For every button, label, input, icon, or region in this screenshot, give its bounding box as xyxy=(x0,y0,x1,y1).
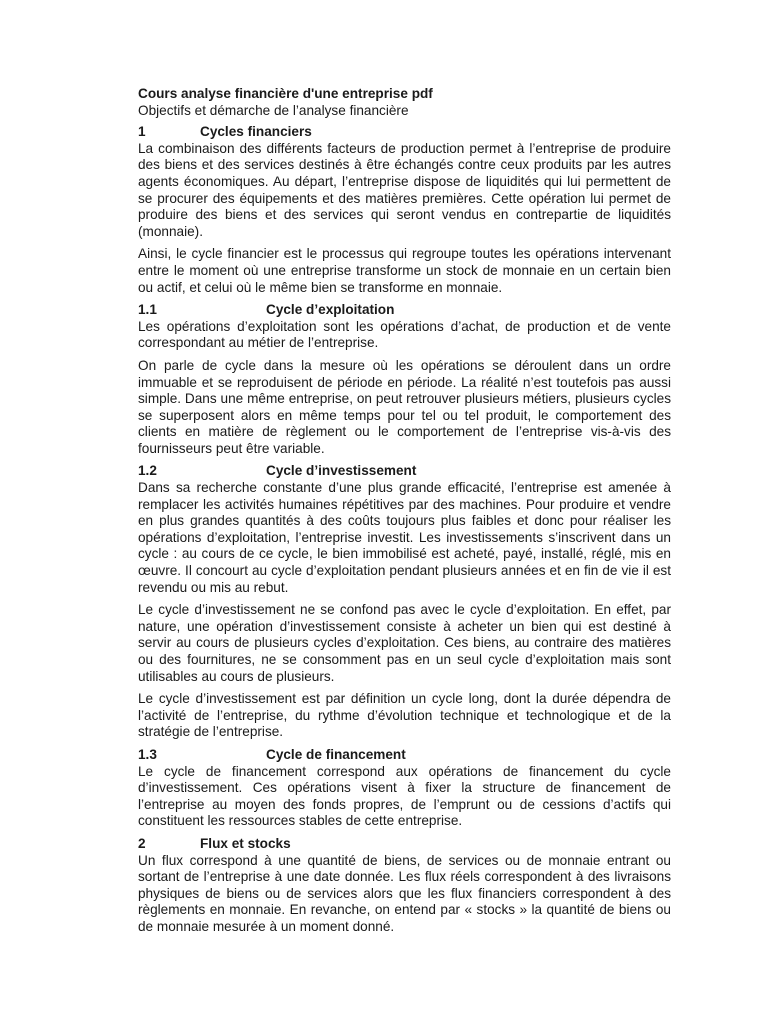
paragraph: Le cycle d’investissement ne se confond pas avec le cycle d’exploitation. En effet, par nature, une opération d’investissement consiste à acheter un bien qui est destiné à servir au cours de plusieurs cycles d’exploitation. Ces biens, au contraire des matières ou des fournitures, ne se consomment pas en un seul cycle d’exploitation mais sont utilisables au cours de plusieurs. xyxy=(138,602,671,684)
section-number: 1.3 xyxy=(138,746,157,762)
section-cycle-financement xyxy=(138,747,671,830)
paragraph: Les opérations d’exploitation sont les opérations d’achat, de production et de vente correspondant au métier de l’entreprise. xyxy=(138,318,671,351)
document-page xyxy=(138,86,671,942)
section-title: Cycle de financement xyxy=(266,746,406,762)
document-subtitle: Objectifs et démarche de l’analyse financière xyxy=(138,102,409,118)
section-heading xyxy=(138,302,671,319)
section-heading xyxy=(138,124,671,141)
paragraph: Un flux correspond à une quantité de biens, de services ou de monnaie entrant ou sortant de l’entreprise à une date donnée. Les flux réels correspondent à des livraisons physiques de biens ou de services alors que les flux financiers correspondent à des règlements en monnaie. En revanche, on entend par « stocks » la quantité de biens ou de monnaie mesurée à un moment donné. xyxy=(138,852,671,934)
section-cycle-investissement xyxy=(138,463,671,741)
section-heading xyxy=(138,747,671,764)
section-title: Cycle d’investissement xyxy=(266,463,417,479)
paragraph: Le cycle de financement correspond aux opérations de financement du cycle d’investissement. Ces opérations visent à fixer la structure de financement de l’entreprise au moyen des fonds propres, de l’emprunt ou de cessions d’actifs qui constituent les ressources stables de cette entreprise. xyxy=(138,763,671,829)
paragraph: La combinaison des différents facteurs de production permet à l’entreprise de produire des biens et des services destinés à être échangés contre ceux produits par les autres agents économiques. Au départ, l’entreprise dispose de liquidités qui lui permettent de se procurer des équipements et des matières premières. Cette opération lui permet de produire des biens et des services qui seront vendus en contrepartie de liquidités (monnaie). xyxy=(138,140,671,239)
section-number: 2 xyxy=(138,835,146,851)
section-cycle-exploitation xyxy=(138,302,671,457)
section-number: 1 xyxy=(138,124,146,140)
section-number: 1.1 xyxy=(138,302,157,318)
section-heading xyxy=(138,836,671,853)
document-title: Cours analyse financière d'une entreprise pdf xyxy=(138,86,433,101)
section-title: Flux et stocks xyxy=(200,835,291,851)
section-number: 1.2 xyxy=(138,463,157,479)
section-title: Cycle d’exploitation xyxy=(266,302,395,318)
paragraph: Le cycle d’investissement est par définition un cycle long, dont la durée dépendra de l’activité de l’entreprise, du rythme d’évolution technique et technologique et de la stratégie de l’entreprise. xyxy=(138,691,671,740)
paragraph: Dans sa recherche constante d’une plus grande efficacité, l’entreprise est amenée à remplacer les activités humaines répétitives par des machines. Pour produire et vendre en plus grandes quantités à des coûts toujours plus faibles et donc pour réaliser les opérations d’exploitation, l’entreprise investit. Les investissements s’inscrivent dans un cycle : au cours de ce cycle, le bien immobilisé est acheté, payé, installé, réglé, mis en œuvre. Il concourt au cycle d’exploitation pendant plusieurs années et en fin de vie il est revendu ou mis au rebut. xyxy=(138,480,671,595)
section-heading xyxy=(138,463,671,480)
paragraph: Ainsi, le cycle financier est le processus qui regroupe toutes les opérations intervenant entre le moment où une entreprise transforme un stock de monnaie en un certain bien ou actif, et celui où le même bien se transforme en monnaie. xyxy=(138,246,671,295)
section-cycles-financiers xyxy=(138,124,671,296)
section-flux-et-stocks xyxy=(138,836,671,936)
section-title: Cycles financiers xyxy=(200,124,312,140)
paragraph: On parle de cycle dans la mesure où les opérations se déroulent dans un ordre immuable et se reproduisent de période en période. La réalité n’est toutefois pas aussi simple. Dans une même entreprise, on peut retrouver plusieurs métiers, plusieurs cycles se superposent alors en même temps pour tel ou tel produit, le comportement des clients en matière de règlement ou le comportement de l’entreprise vis-à-vis des fournisseurs peut être variable. xyxy=(138,357,671,456)
